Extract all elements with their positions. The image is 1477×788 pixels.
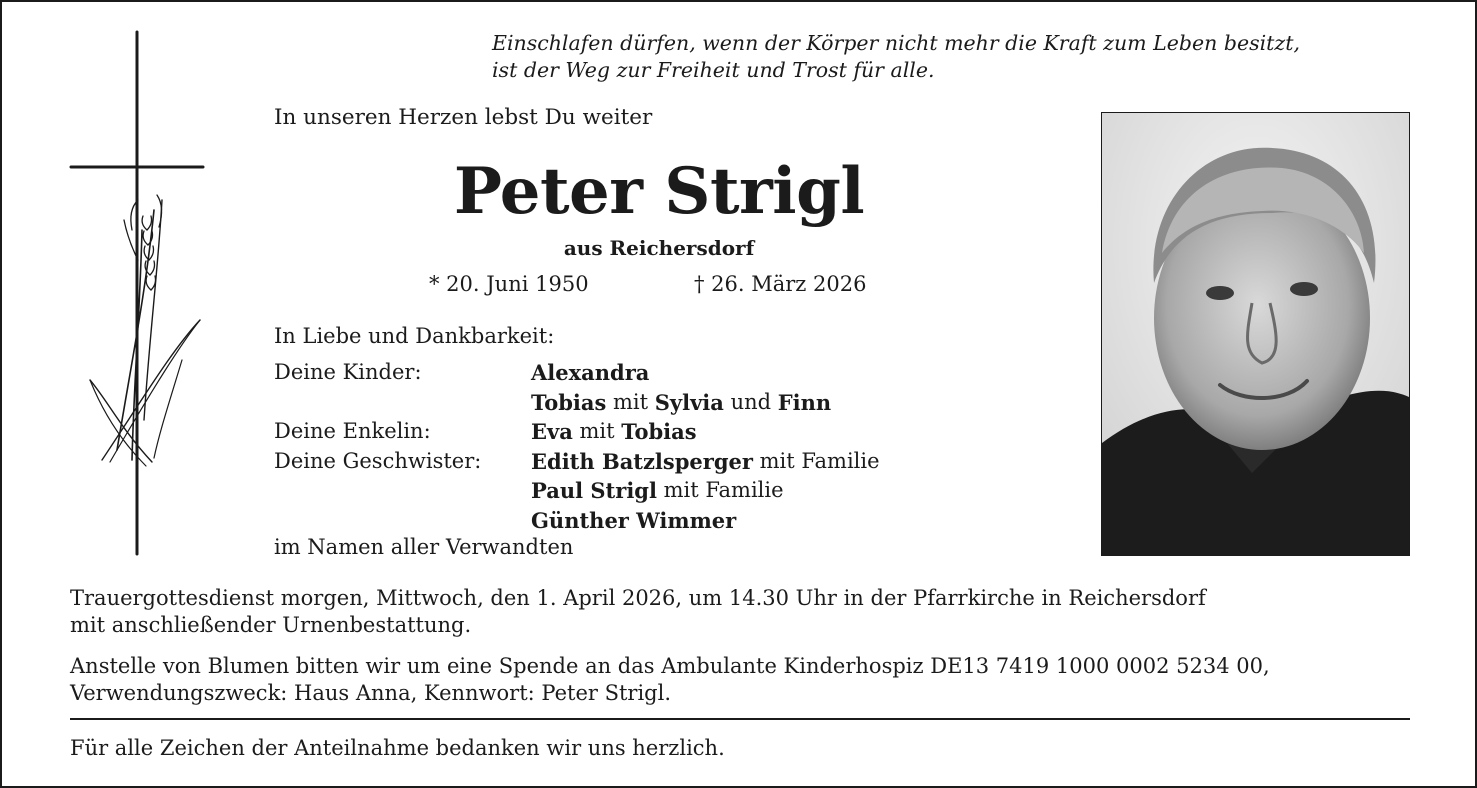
quote-line: ist der Weg zur Freiheit und Trost für alle. (492, 58, 935, 82)
portrait-photo (1101, 112, 1410, 556)
portrait-illustration (1102, 113, 1410, 556)
donation-line: Verwendungszweck: Haus Anna, Kennwort: Peter Strigl. (70, 681, 672, 705)
death-date: † 26. März 2026 (694, 272, 867, 296)
birth-date: * 20. Juni 1950 (429, 272, 589, 296)
connector-text: mit (606, 389, 655, 414)
intro-text: In unseren Herzen lebst Du weiter (274, 105, 653, 130)
relation-label (274, 388, 531, 418)
relative-name: Eva (531, 419, 573, 445)
closing-text: im Namen aller Verwandten (274, 535, 574, 559)
service-info (70, 585, 1415, 639)
family-row (274, 506, 880, 536)
quote-line: Einschlafen dürfen, wenn der Körper nicht mehr die Kraft zum Leben besitzt, (492, 31, 1300, 55)
deceased-origin: aus Reichersdorf (563, 236, 755, 260)
relation-label (274, 506, 531, 536)
donation-line: Anstelle von Blumen bitten wir um eine Spende an das Ambulante Kinderhospiz DE13 7419 1000 0002 5234 00, (70, 654, 1270, 678)
relation-label (274, 476, 531, 506)
family-row (274, 447, 880, 477)
family-row (274, 358, 880, 388)
family-row (274, 388, 880, 418)
relative-name: Alexandra (531, 360, 650, 385)
relative-name: Sylvia (654, 389, 724, 415)
connector-text: mit Familie (656, 478, 784, 503)
divider-line (70, 718, 1410, 720)
relative-name: Paul Strigl (531, 478, 657, 504)
family-heading: In Liebe und Dankbarkeit: (274, 324, 555, 348)
connector-text: und (723, 389, 778, 414)
relation-label: Deine Enkelin: (274, 419, 431, 444)
relative-name: Tobias (531, 389, 607, 415)
relative-name: Edith Batzlsperger (531, 448, 753, 474)
relative-name: Finn (777, 389, 832, 415)
service-line: Trauergottesdienst morgen, Mittwoch, den 1. April 2026, um 14.30 Uhr in der Pfarrkirche in Reichersdorf (70, 586, 1206, 610)
connector-text: mit Familie (752, 448, 880, 473)
cross-with-wheat-icon (62, 30, 212, 560)
relative-name: Günther Wimmer (531, 507, 737, 533)
thanks-text: Für alle Zeichen der Anteilnahme bedanken wir uns herzlich. (70, 736, 725, 760)
family-list (274, 358, 880, 536)
service-line: mit anschließender Urnenbestattung. (70, 613, 472, 637)
family-row (274, 476, 880, 506)
donation-info (70, 653, 1415, 707)
deceased-name: Peter Strigl (453, 154, 865, 229)
relative-name: Tobias (621, 419, 697, 445)
relation-label: Deine Geschwister: (274, 448, 482, 473)
family-row (274, 417, 880, 447)
connector-text: mit (572, 419, 622, 444)
relation-label: Deine Kinder: (274, 360, 422, 384)
